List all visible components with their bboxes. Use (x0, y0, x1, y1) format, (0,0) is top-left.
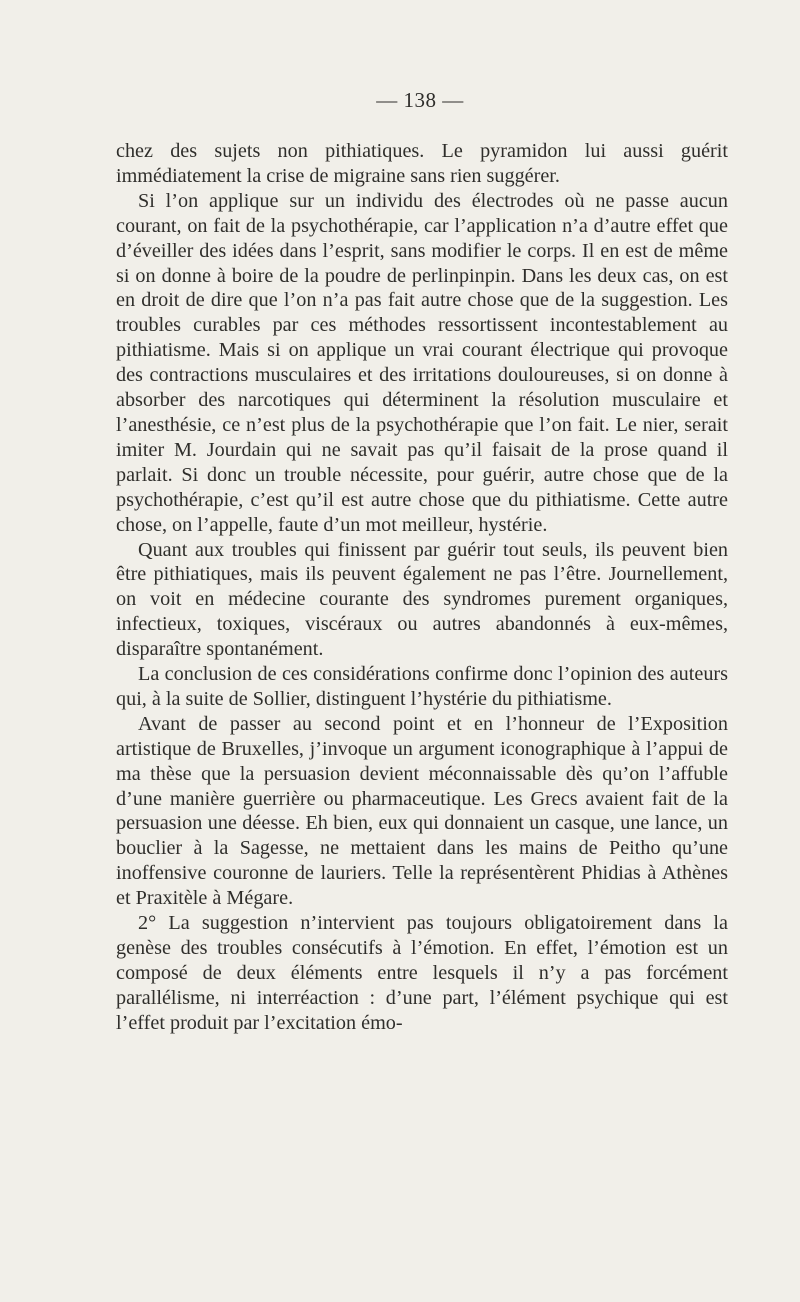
paragraph: La conclusion de ces considérations confirme donc l’opinion des auteurs qui, à la suite de Sollier, distinguent l’hystérie du pithiatisme. (116, 663, 728, 710)
paragraph: 2° La suggestion n’intervient pas toujours obligatoirement dans la genèse des troubles consécutifs à l’émotion. En effet, l’émotion est un composé de deux éléments entre lesquels il n’y a pas forcément parallélisme, ni interréaction : d’une part, l’élément psychique qui est l’effet produit par l’excitation émo- (116, 912, 728, 1034)
page-number: — 138 — (376, 88, 464, 112)
paragraph: Avant de passer au second point et en l’honneur de l’Exposition artistique de Bruxelles, j’invoque un argument iconographique à l’appui de ma thèse que la persuasion devient méconnaissable dès qu’on l’affuble d’une manière guerrière ou pharmaceutique. Les Grecs avaient fait de la persuasion une déesse. Eh bien, eux qui donnaient un casque, une lance, un bouclier à la Sagesse, ne mettaient dans les mains de Peitho qu’une inoffensive couronne de lauriers. Telle la représentèrent Phidias à Athènes et Praxitèle à Mégare. (116, 712, 728, 910)
body-text (116, 139, 728, 1036)
paragraph: chez des sujets non pithiatiques. Le pyramidon lui aussi guérit immédiatement la crise de migraine sans rien suggérer. (116, 140, 728, 187)
paragraph: Si l’on applique sur un individu des électrodes où ne passe aucun courant, on fait de la psychothérapie, car l’application n’a d’autre effet que d’éveiller des idées dans l’esprit, sans modifier le corps. Il en est de même si on donne à boire de la poudre de perlinpinpin. Dans les deux cas, on est en droit de dire que l’on n’a pas fait autre chose que de la suggestion. Les troubles curables par ces méthodes ressortissent incontestablement au pithiatisme. Mais si on applique un vrai courant électrique qui provoque des contractions musculaires et des irritations douloureuses, si on donne à absorber des narcotiques qui déterminent la résolution musculaire et l’anesthésie, ce n’est plus de la psychothérapie que l’on fait. Le nier, serait imiter M. Jourdain qui ne savait pas qu’il faisait de la prose quand il parlait. Si donc un trouble nécessite, pour guérir, autre chose que de la psychothérapie, c’est qu’il est autre chose que du pithiatisme. Cette autre chose, on l’appelle, faute d’un mot meilleur, hystérie. (116, 189, 728, 536)
paragraph: Quant aux troubles qui finissent par guérir tout seuls, ils peuvent bien être pithiatiques, mais ils peuvent également ne pas l’être. Journellement, on voit en médecine courante des syndromes purement organiques, infectieux, toxiques, viscéraux ou autres abandonnés à eux-mêmes, disparaître spontanément. (116, 538, 728, 661)
